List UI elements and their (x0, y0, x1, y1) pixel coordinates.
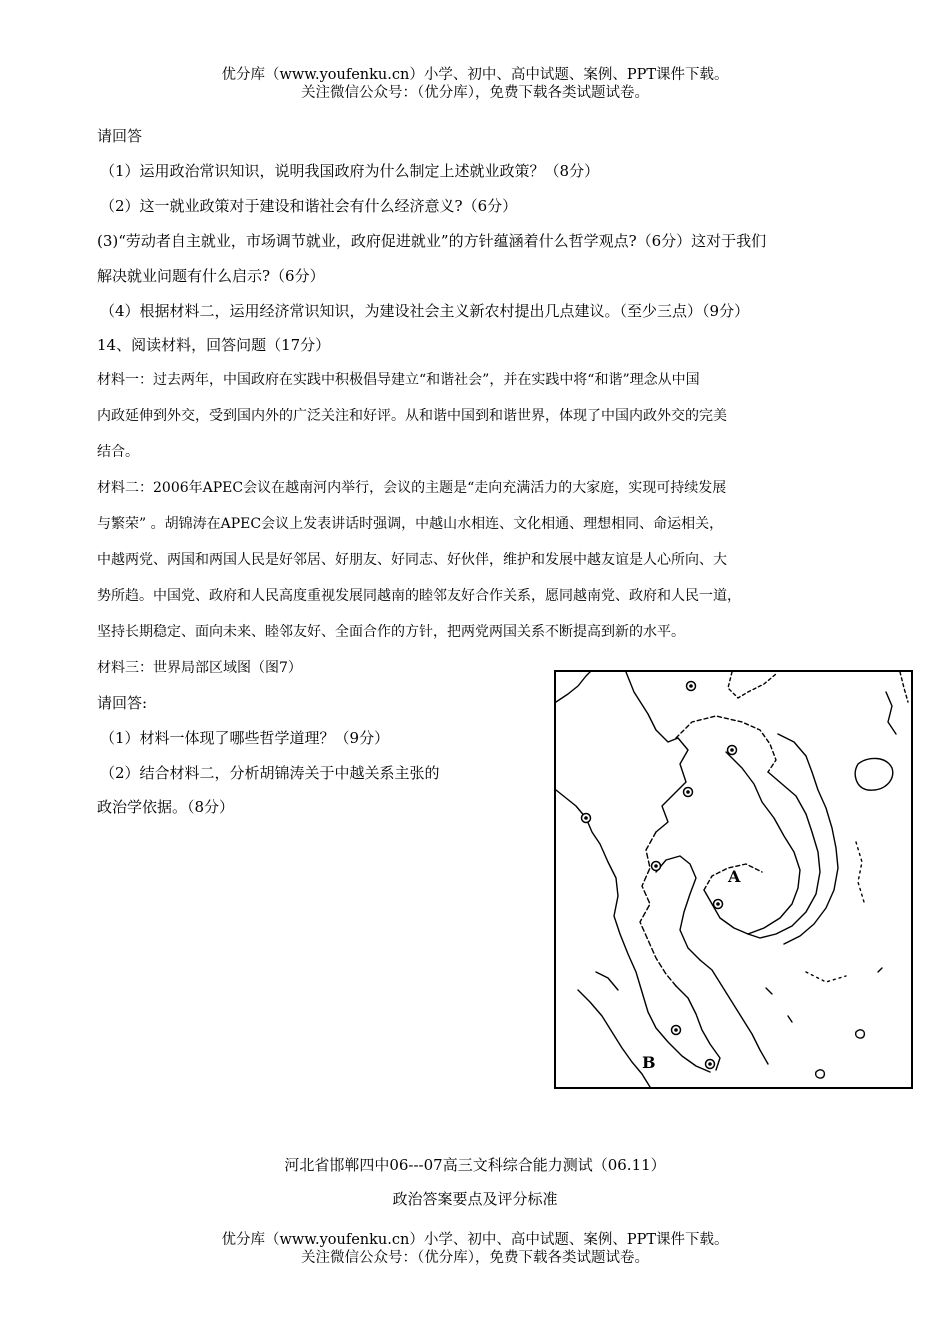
q13-item-3: (3)“劳动者自主就业，市场调节就业，政府促进就业”的方针蕴涵着什么哲学观点?（6分）这对于我们 (97, 232, 767, 250)
q13-prompt: 请回答 (97, 127, 143, 145)
material2-line-4: 势所趋。中国党、政府和人民高度重视发展同越南的睦邻友好合作关系，愿同越南党、政府和人民一道， (97, 588, 741, 604)
header-line-2: 关注微信公众号：（优分库），免费下载各类试题试卷。 (301, 85, 649, 101)
header-line-1: 优分库（www.youfenku.cn）小学、初中、高中试题、案例、PPT课件下载。 (221, 67, 729, 83)
q14-prompt: 请回答: (97, 694, 148, 712)
q13-item-2: （2）这一就业政策对于建设和谐社会有什么经济意义?（6分） (100, 197, 518, 215)
answer-title-line-2: 政治答案要点及评分标准 (392, 1190, 558, 1208)
q14-question-2-cont: 政治学依据。（8分） (97, 798, 235, 816)
material2-line-5: 坚持长期稳定、面向未来、睦邻友好、全面合作的方针，把两党两国关系不断提高到新的水平。 (97, 624, 685, 640)
q14-question-2: （2）结合材料二，分析胡锦涛关于中越关系主张的 (100, 764, 440, 782)
material1-line-3: 结合。 (97, 444, 139, 460)
q13-item-4: （4）根据材料二，运用经济常识知识，为建设社会主义新农村提出几点建议。（至少三点）（9分） (100, 302, 750, 320)
q14-title: 14、阅读材料，回答问题（17分） (97, 336, 331, 354)
material2-line-3: 中越两党、两国和两国人民是好邻居、好朋友、好同志、好伙伴，维护和发展中越友谊是人心所向、大 (97, 552, 727, 568)
q14-question-1: （1）材料一体现了哪些哲学道理？（9分） (100, 729, 390, 747)
map-label-b: B (642, 1053, 656, 1072)
material2-line-2: 与繁荣” 。胡锦涛在APEC会议上发表讲话时强调，中越山水相连、文化相通、理想相同、命运相关， (97, 516, 724, 532)
q13-item-1: （1）运用政治常识知识，说明我国政府为什么制定上述就业政策？（8分） (100, 162, 600, 180)
footer-line-1: 优分库（www.youfenku.cn）小学、初中、高中试题、案例、PPT课件下载。 (221, 1232, 729, 1248)
material1-line-1: 材料一：过去两年，中国政府在实践中积极倡导建立“和谐社会”，并在实践中将“和谐”理念从中国 (97, 372, 700, 388)
answer-title-line-1: 河北省邯郸四中06---07高三文科综合能力测试（06.11） (284, 1156, 666, 1174)
q13-item-3-cont: 解决就业问题有什么启示?（6分） (97, 267, 325, 285)
map-label-a: A (728, 867, 741, 886)
southeast-asia-map (554, 670, 913, 1089)
material3-caption: 材料三：世界局部区域图（图7） (97, 660, 302, 676)
footer-line-2: 关注微信公众号：（优分库），免费下载各类试题试卷。 (301, 1250, 649, 1266)
material2-line-1: 材料二：2006年APEC会议在越南河内举行，会议的主题是“走向充满活力的大家庭，实现可持续发展 (97, 480, 727, 496)
material1-line-2: 内政延伸到外交，受到国内外的广泛关注和好评。从和谐中国到和谐世界，体现了中国内政外交的完美 (97, 408, 727, 424)
